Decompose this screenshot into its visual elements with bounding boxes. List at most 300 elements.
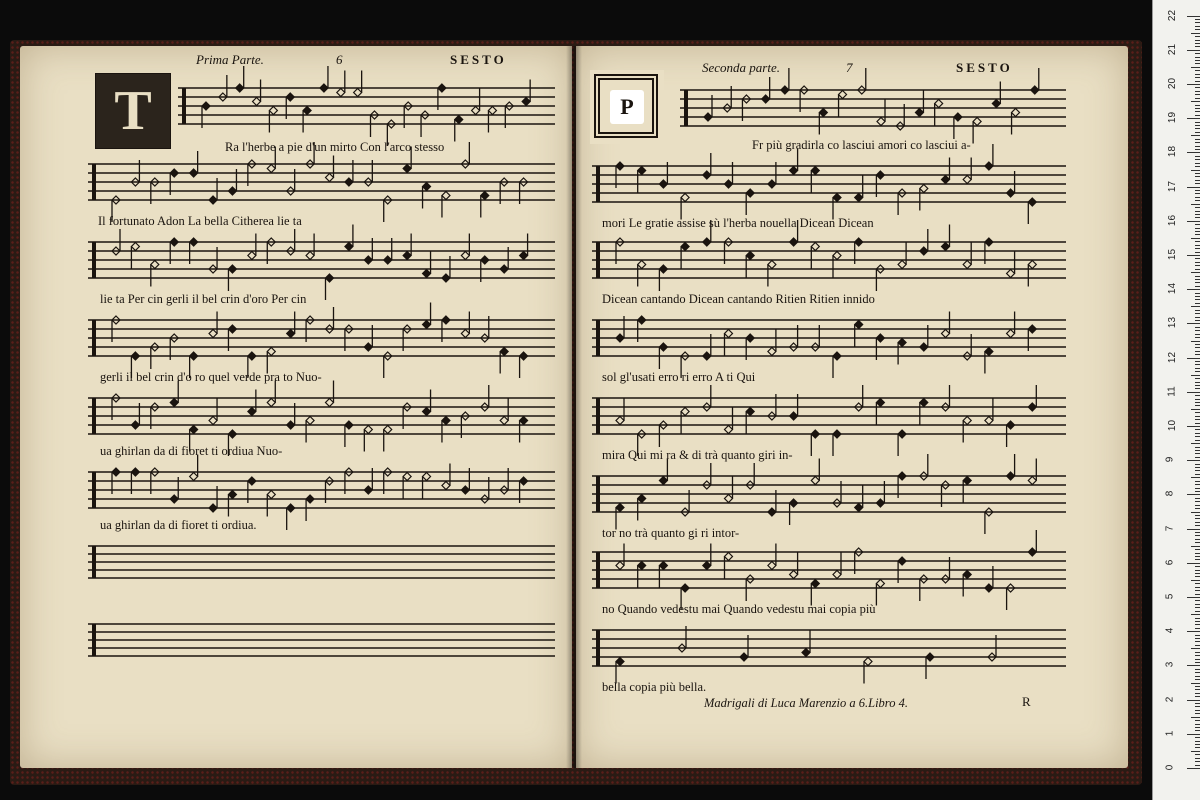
ruler-minor-tick <box>1195 457 1200 458</box>
staff-empty-1 <box>88 546 555 578</box>
note-icon <box>935 100 943 108</box>
note-icon <box>131 243 139 251</box>
lyric-line: tor no trà quanto gi ri intor- <box>602 526 740 540</box>
ruler-label: 2 <box>1164 696 1176 702</box>
note-icon <box>768 261 776 269</box>
ruler-minor-tick <box>1191 272 1200 273</box>
note-icon <box>287 421 295 429</box>
note-icon <box>236 84 244 92</box>
ruler-tick <box>1187 631 1200 632</box>
ruler-minor-tick <box>1195 98 1200 99</box>
ruler-minor-tick <box>1195 474 1200 475</box>
ruler-minor-tick <box>1195 125 1200 126</box>
ruler-minor-tick <box>1195 720 1200 721</box>
ruler-tick <box>1187 665 1200 666</box>
ruler-minor-tick <box>1195 624 1200 625</box>
ruler-minor-tick <box>1195 139 1200 140</box>
note-icon <box>455 116 463 124</box>
ruler-minor-tick <box>1195 142 1200 143</box>
note-icon <box>500 417 508 425</box>
note-icon <box>616 162 624 170</box>
note-icon <box>942 330 950 338</box>
ruler-minor-tick <box>1195 693 1200 694</box>
note-icon <box>659 562 667 570</box>
note-icon <box>1007 330 1015 338</box>
note-icon <box>345 421 353 429</box>
ruler-minor-tick <box>1195 638 1200 639</box>
note-icon <box>790 571 798 579</box>
measurement-ruler <box>1152 0 1200 800</box>
ruler-minor-tick <box>1195 618 1200 619</box>
ruler-minor-tick <box>1195 111 1200 112</box>
note-icon <box>131 421 139 429</box>
ruler-minor-tick <box>1195 423 1200 424</box>
note-icon <box>659 265 667 273</box>
ruler-minor-tick <box>1195 621 1200 622</box>
note-icon <box>898 261 906 269</box>
note-icon <box>768 348 776 356</box>
book-gutter <box>566 46 582 768</box>
ruler-minor-tick <box>1195 382 1200 383</box>
ruler-label: 13 <box>1167 317 1179 329</box>
ruler-minor-tick <box>1195 395 1200 396</box>
ruler-minor-tick <box>1195 583 1200 584</box>
ruler-minor-tick <box>1195 402 1200 403</box>
ruler-minor-tick <box>1195 40 1200 41</box>
note-icon <box>790 499 798 507</box>
ruler-tick <box>1187 50 1200 51</box>
ruler-minor-tick <box>1195 450 1200 451</box>
note-icon <box>898 472 906 480</box>
ruler-label: 19 <box>1167 112 1179 124</box>
note-icon <box>248 252 256 260</box>
initial-letter: P <box>610 90 644 124</box>
note-icon <box>973 118 981 126</box>
note-icon <box>876 499 884 507</box>
note-icon <box>423 321 431 329</box>
note-icon <box>703 352 711 360</box>
note-icon <box>228 491 236 499</box>
note-icon <box>461 330 469 338</box>
note-icon <box>287 330 295 338</box>
note-icon <box>920 343 928 351</box>
ruler-minor-tick <box>1195 258 1200 259</box>
lyric-line: lie ta Per cin gerli il bel crin d'oro Per cin <box>100 292 307 306</box>
note-icon <box>790 238 798 246</box>
ruler-tick <box>1187 460 1200 461</box>
note-icon <box>746 334 754 342</box>
ruler-minor-tick <box>1195 347 1200 348</box>
ruler-tick <box>1187 323 1200 324</box>
ruler-minor-tick <box>1195 159 1200 160</box>
ruler-minor-tick <box>1195 146 1200 147</box>
note-icon <box>762 95 770 103</box>
lyric-line: ua ghirlan da di fioret ti ordiua Nuo- <box>100 444 283 458</box>
ruler-minor-tick <box>1195 361 1200 362</box>
ruler-minor-tick <box>1195 741 1200 742</box>
note-icon <box>876 399 884 407</box>
ruler-minor-tick <box>1195 334 1200 335</box>
note-icon <box>267 165 275 173</box>
ruler-label: 8 <box>1164 491 1176 497</box>
note-icon <box>520 417 528 425</box>
note-icon <box>131 352 139 360</box>
ruler-minor-tick <box>1195 758 1200 759</box>
ruler-minor-tick <box>1195 286 1200 287</box>
note-icon <box>442 417 450 425</box>
note-icon <box>1028 325 1036 333</box>
note-icon <box>855 238 863 246</box>
ruler-minor-tick <box>1195 419 1200 420</box>
note-icon <box>442 316 450 324</box>
lyric-line: sol gl'usati erro ri erro A ti Qui <box>602 370 756 384</box>
ruler-minor-tick <box>1195 122 1200 123</box>
ruler-minor-tick <box>1195 628 1200 629</box>
ruler-label: 6 <box>1164 559 1176 566</box>
note-icon <box>364 256 372 264</box>
ruler-tick <box>1187 734 1200 735</box>
note-icon <box>202 102 210 110</box>
note-icon <box>442 192 450 200</box>
ruler-minor-tick <box>1195 659 1200 660</box>
ruler-tick <box>1187 597 1200 598</box>
ruler-tick <box>1187 255 1200 256</box>
note-icon <box>303 107 311 115</box>
ruler-minor-tick <box>1195 26 1200 27</box>
note-icon <box>790 167 798 175</box>
ruler-minor-tick <box>1195 433 1200 434</box>
ruler-minor-tick <box>1195 70 1200 71</box>
ruler-minor-tick <box>1195 600 1200 601</box>
note-icon <box>1007 421 1015 429</box>
ruler-minor-tick <box>1195 676 1200 677</box>
note-icon <box>190 352 198 360</box>
note-icon <box>326 274 334 282</box>
note-icon <box>520 477 528 485</box>
ruler-minor-tick <box>1195 173 1200 174</box>
note-icon <box>985 162 993 170</box>
ruler-minor-tick <box>1195 399 1200 400</box>
ruler-minor-tick <box>1191 170 1200 171</box>
note-icon <box>306 417 314 425</box>
note-icon <box>209 417 217 425</box>
note-icon <box>461 486 469 494</box>
note-icon <box>354 89 362 97</box>
note-icon <box>898 339 906 347</box>
staff-1 <box>680 68 1066 144</box>
ruler-minor-tick <box>1195 747 1200 748</box>
ruler-label: 17 <box>1167 180 1179 192</box>
ruler-label: 1 <box>1164 730 1176 737</box>
voice-label: SESTO <box>956 60 1013 75</box>
ruler-minor-tick <box>1195 296 1200 297</box>
note-icon <box>811 580 819 588</box>
ruler-minor-tick <box>1195 464 1200 465</box>
ruler-minor-tick <box>1195 587 1200 588</box>
ruler-minor-tick <box>1195 22 1200 23</box>
ruler-minor-tick <box>1195 19 1200 20</box>
note-icon <box>384 426 392 434</box>
ruler-tick <box>1187 289 1200 290</box>
ruler-minor-tick <box>1195 590 1200 591</box>
note-icon <box>781 86 789 94</box>
signature-mark: R <box>1022 694 1031 709</box>
ruler-minor-tick <box>1195 211 1200 212</box>
note-icon <box>1007 189 1015 197</box>
ruler-minor-tick <box>1195 320 1200 321</box>
ruler-minor-tick <box>1195 696 1200 697</box>
ruler-minor-tick <box>1195 539 1200 540</box>
note-icon <box>228 265 236 273</box>
ruler-minor-tick <box>1195 453 1200 454</box>
note-icon <box>151 261 159 269</box>
staff-3 <box>88 225 555 301</box>
initial-letter: T <box>114 80 152 142</box>
note-icon <box>811 167 819 175</box>
ruler-minor-tick <box>1191 67 1200 68</box>
ruler-tick <box>1187 426 1200 427</box>
ruler-minor-tick <box>1195 180 1200 181</box>
part-label: Prima Parte. <box>196 52 264 67</box>
ruler-minor-tick <box>1191 477 1200 478</box>
note-icon <box>170 169 178 177</box>
page-number: 7 <box>846 60 853 75</box>
ruler-minor-tick <box>1195 703 1200 704</box>
note-icon <box>423 183 431 191</box>
ruler-minor-tick <box>1195 498 1200 499</box>
note-icon <box>833 430 841 438</box>
ruler-minor-tick <box>1195 672 1200 673</box>
ruler-minor-tick <box>1195 217 1200 218</box>
ruler-minor-tick <box>1195 43 1200 44</box>
ruler-minor-tick <box>1195 754 1200 755</box>
ruler-minor-tick <box>1195 29 1200 30</box>
ruler-minor-tick <box>1195 262 1200 263</box>
note-icon <box>768 508 776 516</box>
ruler-tick <box>1187 529 1200 530</box>
note-icon <box>1031 86 1039 94</box>
ruler-tick <box>1187 700 1200 701</box>
note-icon <box>740 653 748 661</box>
ruler-minor-tick <box>1191 648 1200 649</box>
note-icon <box>337 89 345 97</box>
note-icon <box>520 252 528 260</box>
ruler-minor-tick <box>1195 416 1200 417</box>
note-icon <box>768 562 776 570</box>
note-icon <box>704 113 712 121</box>
note-icon <box>1028 548 1036 556</box>
ruler-minor-tick <box>1195 279 1200 280</box>
ruler-minor-tick <box>1195 556 1200 557</box>
ruler-minor-tick <box>1195 405 1200 406</box>
note-icon <box>876 334 884 342</box>
note-icon <box>855 504 863 512</box>
ruler-minor-tick <box>1195 522 1200 523</box>
ruler-minor-tick <box>1195 276 1200 277</box>
note-icon <box>306 495 314 503</box>
note-icon <box>345 243 353 251</box>
staff-2 <box>592 144 1066 224</box>
note-icon <box>438 84 446 92</box>
staff-7 <box>592 530 1066 610</box>
ruler-minor-tick <box>1195 299 1200 300</box>
ruler-minor-tick <box>1195 351 1200 352</box>
lyric-line: gerli il bel crin d'o ro quel verde pra to Nuo- <box>100 370 322 384</box>
note-icon <box>898 557 906 565</box>
ruler-minor-tick <box>1191 375 1200 376</box>
note-icon <box>985 238 993 246</box>
ruler-minor-tick <box>1195 481 1200 482</box>
ruler-label: 0 <box>1164 764 1176 771</box>
note-icon <box>423 473 431 481</box>
note-icon <box>725 495 733 503</box>
ruler-minor-tick <box>1195 669 1200 670</box>
note-icon <box>403 473 411 481</box>
ruler-minor-tick <box>1195 488 1200 489</box>
ruler-minor-tick <box>1195 570 1200 571</box>
note-icon <box>942 176 950 184</box>
ruler-minor-tick <box>1195 566 1200 567</box>
ruler-minor-tick <box>1195 293 1200 294</box>
ruler-minor-tick <box>1195 354 1200 355</box>
ruler-minor-tick <box>1195 115 1200 116</box>
note-icon <box>681 243 689 251</box>
ruler-label: 22 <box>1167 9 1179 21</box>
ruler-minor-tick <box>1195 679 1200 680</box>
note-icon <box>638 495 646 503</box>
ruler-minor-tick <box>1195 467 1200 468</box>
note-icon <box>170 238 178 246</box>
ruler-minor-tick <box>1195 689 1200 690</box>
ruler-label: 18 <box>1167 146 1179 158</box>
ruler-label: 20 <box>1167 77 1179 90</box>
ruler-minor-tick <box>1191 546 1200 547</box>
note-icon <box>326 174 334 182</box>
ruler-minor-tick <box>1195 549 1200 550</box>
ruler-minor-tick <box>1195 313 1200 314</box>
ruler-minor-tick <box>1195 248 1200 249</box>
ruler-minor-tick <box>1191 717 1200 718</box>
note-icon <box>898 430 906 438</box>
ruler-minor-tick <box>1195 60 1200 61</box>
note-icon <box>725 553 733 561</box>
ruler-minor-tick <box>1195 317 1200 318</box>
ruler-label: 21 <box>1167 43 1179 55</box>
lyric-line: Dicean cantando Dicean cantando Ritien Ritien innido <box>602 292 875 306</box>
note-icon <box>522 98 530 106</box>
ruler-minor-tick <box>1195 611 1200 612</box>
ruler-minor-tick <box>1195 532 1200 533</box>
ruler-minor-tick <box>1195 214 1200 215</box>
ruler-minor-tick <box>1195 282 1200 283</box>
staff-8 <box>592 626 1066 684</box>
ruler-minor-tick <box>1195 337 1200 338</box>
note-icon <box>864 658 872 666</box>
ruler-minor-tick <box>1195 128 1200 129</box>
note-icon <box>286 93 294 101</box>
lyric-line: Ra l'herbe a pie d'un mirto Con l'arco stesso <box>225 140 445 154</box>
ruler-minor-tick <box>1195 310 1200 311</box>
ruler-label: 11 <box>1166 386 1178 397</box>
note-icon <box>423 408 431 416</box>
ruler-minor-tick <box>1195 491 1200 492</box>
note-icon <box>112 468 120 476</box>
note-icon <box>833 252 841 260</box>
note-icon <box>1028 477 1036 485</box>
staff-4 <box>88 303 555 379</box>
ruler-minor-tick <box>1195 344 1200 345</box>
ruler-minor-tick <box>1195 193 1200 194</box>
note-icon <box>855 194 863 202</box>
ruler-label: 7 <box>1164 525 1176 531</box>
note-icon <box>681 408 689 416</box>
ruler-minor-tick <box>1195 388 1200 389</box>
ruler-minor-tick <box>1195 77 1200 78</box>
note-icon <box>1007 472 1015 480</box>
ruler-minor-tick <box>1195 166 1200 167</box>
ruler-minor-tick <box>1195 183 1200 184</box>
ruler-tick <box>1187 187 1200 188</box>
ruler-label: 3 <box>1164 662 1176 668</box>
note-icon <box>616 417 624 425</box>
note-icon <box>638 261 646 269</box>
ruler-tick <box>1187 768 1200 769</box>
staff-5 <box>592 385 1066 456</box>
ruler-minor-tick <box>1195 484 1200 485</box>
note-icon <box>802 649 810 657</box>
ruler-minor-tick <box>1195 371 1200 372</box>
ruler-minor-tick <box>1195 327 1200 328</box>
ruler-minor-tick <box>1195 706 1200 707</box>
ruler-minor-tick <box>1195 105 1200 106</box>
ruler-minor-tick <box>1195 635 1200 636</box>
note-icon <box>659 343 667 351</box>
ruler-minor-tick <box>1195 727 1200 728</box>
ruler-minor-tick <box>1195 641 1200 642</box>
note-icon <box>248 408 256 416</box>
ruler-minor-tick <box>1195 686 1200 687</box>
note-icon <box>209 504 217 512</box>
ruler-minor-tick <box>1195 228 1200 229</box>
note-icon <box>638 167 646 175</box>
ruler-minor-tick <box>1195 46 1200 47</box>
note-icon <box>768 180 776 188</box>
page-number: 6 <box>336 52 343 67</box>
ruler-minor-tick <box>1195 652 1200 653</box>
note-icon <box>703 238 711 246</box>
staff-1 <box>178 66 555 146</box>
note-icon <box>954 113 962 121</box>
ruler-minor-tick <box>1191 33 1200 34</box>
ruler-label: 5 <box>1164 593 1176 600</box>
ruler-minor-tick <box>1195 730 1200 731</box>
ruler-minor-tick <box>1191 135 1200 136</box>
note-icon <box>442 274 450 282</box>
note-icon <box>364 486 372 494</box>
note-icon <box>190 473 198 481</box>
ruler-minor-tick <box>1195 57 1200 58</box>
ruler-minor-tick <box>1195 525 1200 526</box>
note-icon <box>942 243 950 251</box>
ruler-minor-tick <box>1195 252 1200 253</box>
note-icon <box>287 504 295 512</box>
note-icon <box>481 256 489 264</box>
note-icon <box>985 417 993 425</box>
ruler-minor-tick <box>1195 269 1200 270</box>
note-icon <box>876 580 884 588</box>
ruler-minor-tick <box>1195 645 1200 646</box>
note-icon <box>920 185 928 193</box>
